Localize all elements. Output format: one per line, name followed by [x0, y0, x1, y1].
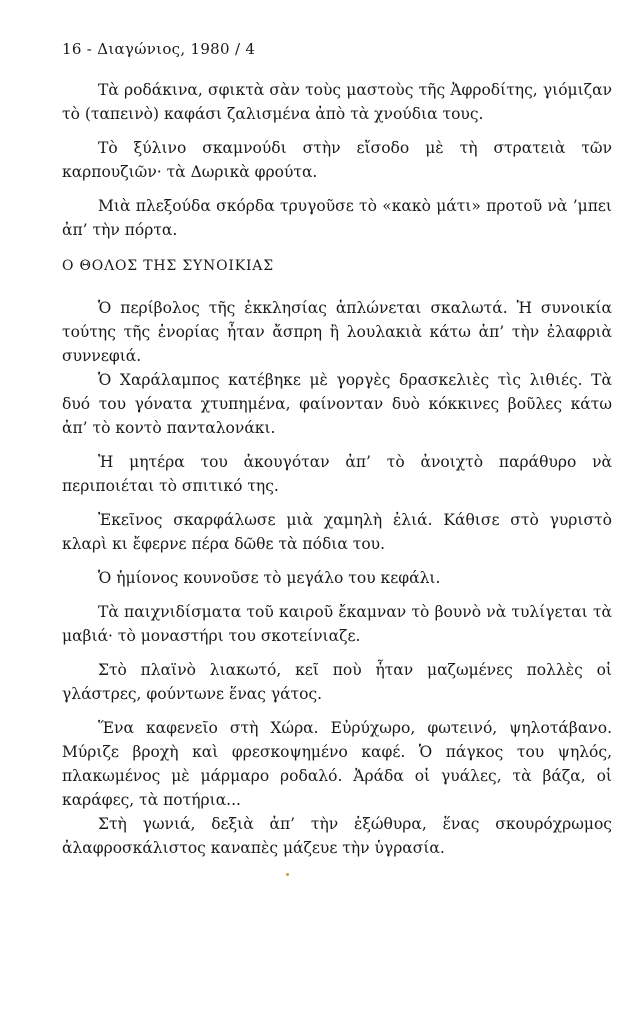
paragraph-peaches: Τὰ ροδάκινα, σφικτὰ σὰν τοὺς μαστοὺς τῆς Ἀφροδίτης, γιόμιζαν τὸ (ταπεινὸ) καφάσι ζαλισμένα ἀπὸ τὰ χνούδια τους.: [62, 81, 612, 123]
paragraph-balcony-cat: Στὸ πλαϊνὸ λιακωτό, κεῖ ποὺ ἦταν μαζωμένες πολλὲς οἱ γλάστρες, φούντωνε ἕνας γάτος.: [62, 661, 612, 703]
running-head: 16 - Διαγώνιος, 1980 / 4: [62, 40, 256, 58]
paragraph-cafe: Ἕνα καφενεῖο στὴ Χώρα. Εὐρύχωρο, φωτεινό, ψηλοτάβανο. Μύριζε βροχὴ καὶ φρεσκοψημένο καφέ. Ὁ πάγκος του ψηλός, πλακωμένος μὲ μάρμαρο ροδαλό. Ἀράδα οἱ γυάλες, τὰ βάζα, οἱ καράφες, τὰ ποτήρια...: [62, 719, 612, 809]
paragraph-garlic: Μιὰ πλεξούδα σκόρδα τρυγοῦσε τὸ «κακὸ μάτι» προτοῦ νὰ ’μπει ἀπ’ τὴν πόρτα.: [62, 197, 612, 239]
section-heading: Ο ΘΟΛΟΣ ΤΗΣ ΣΥΝΟΙΚΙΑΣ: [62, 258, 274, 274]
paragraph-churchyard: Ὁ περίβολος τῆς ἐκκλησίας ἁπλώνεται σκαλωτά. Ἡ συνοικία τούτης τῆς ἐνορίας ἦταν ἄσπρη ἢ λουλακιὰ κάτω ἀπ’ τὴν ἐλαφριὰ συννεφιά.: [62, 299, 612, 365]
paragraph-stool: Τὸ ξύλινο σκαμνούδι στὴν εἴσοδο μὲ τὴ στρατειὰ τῶν καρπουζιῶν· τὰ Δωρικὰ φρούτα.: [62, 139, 612, 181]
paragraph-weather: Τὰ παιχνιδίσματα τοῦ καιροῦ ἔκαμναν τὸ βουνὸ νὰ τυλίγεται τὰ μαβιά· τὸ μοναστήρι του σκοτείνιαζε.: [62, 603, 612, 645]
paragraph-mule: Ὁ ἡμίονος κουνοῦσε τὸ μεγάλο του κεφάλι.: [98, 569, 441, 587]
paragraph-charalambos: Ὁ Χαράλαμπος κατέβηκε μὲ γοργὲς δρασκελιὲς τὶς λιθιές. Τὰ δυό του γόνατα χτυπημένα, φαίνονταν δυὸ κόκκινες βοῦλες κάτω ἀπ’ τὸ κοντὸ πανταλονάκι.: [62, 371, 612, 437]
paragraph-sofa: Στὴ γωνιά, δεξιὰ ἀπ’ τὴν ἐξώθυρα, ἕνας σκουρόχρωμος ἀλαφροσκάλιστος καναπὲς μάζευε τὴν ὑγρασία.: [62, 815, 612, 857]
ink-speck: [286, 873, 289, 876]
paragraph-olive-tree: Ἐκεῖνος σκαρφάλωσε μιὰ χαμηλὴ ἐλιά. Κάθισε στὸ γυριστὸ κλαρὶ κι ἔφερνε πέρα δῶθε τὰ πόδια του.: [62, 511, 612, 553]
paragraph-mother: Ἡ μητέρα του ἀκουγόταν ἀπ’ τὸ ἀνοιχτὸ παράθυρο νὰ περιποιέται τὸ σπιτικό της.: [62, 453, 612, 495]
